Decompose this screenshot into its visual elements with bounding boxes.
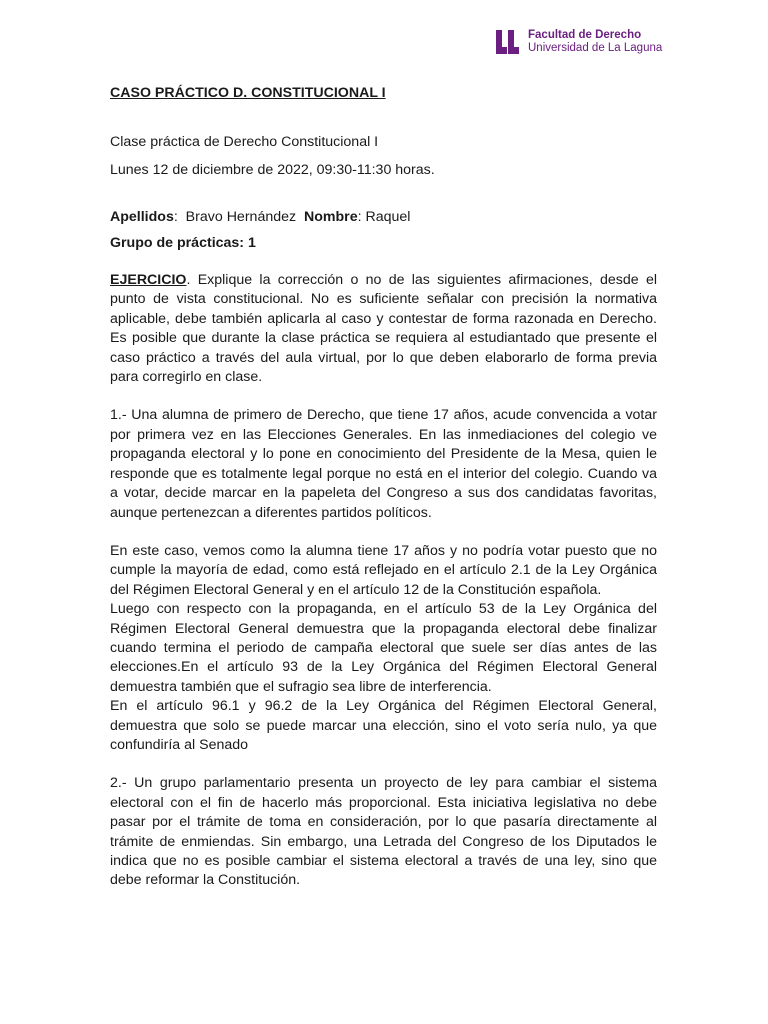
group-line: Grupo de prácticas: 1 — [110, 234, 256, 251]
question-1: 1.- Una alumna de primero de Derecho, que tiene 17 años, acude convencida a votar por primera vez en las Elecciones Generales. En las inmediaciones del colegio ve propaganda electoral y lo pone en conocimiento del Presidente de la Mesa, quien le responde que es totalmente legal porque no está en el interior del colegio. Cuando va a votar, decide marcar en la papeleta del Congreso a sus dos candidatas favoritas, aunque pertenezcan a diferentes partidos políticos. — [110, 407, 657, 521]
faculty-logo-icon — [494, 30, 520, 54]
name-label: Nombre — [303, 209, 358, 226]
ejercicio-paragraph — [110, 271, 657, 387]
surname-value: : Bravo Hernández — [173, 209, 304, 226]
answer-1-paragraph-3: En el artículo 96.1 y 96.2 de la Ley Orgánica del Régimen Electoral General, demuestra que solo se puede marcar una elección, sino el voto sería nulo, ya que confundiría al Senado — [110, 698, 657, 753]
answer-1-paragraph-1: En este caso, vemos como la alumna tiene 17 años y no podría votar puesto que no cumple la mayoría de edad, como está reflejado en el artículo 2.1 de la Ley Orgánica del Régimen Electoral General y en el artículo 12 de la Constitución española. — [110, 542, 657, 598]
document-title: CASO PRÁCTICO D. CONSTITUCIONAL I — [110, 85, 386, 101]
ejercicio-label: EJERCICIO — [110, 272, 187, 289]
logo-university-name: Universidad de La Laguna — [528, 42, 663, 54]
university-logo — [494, 29, 662, 55]
student-line — [110, 208, 657, 227]
logo-faculty-name: Facultad de Derecho — [528, 29, 642, 41]
date-line: Lunes 12 de diciembre de 2022, 09:30-11:30 horas. — [110, 161, 435, 178]
class-line: Clase práctica de Derecho Constitucional I — [110, 134, 379, 151]
document-body — [110, 84, 657, 891]
surname-label: Apellidos — [110, 209, 174, 226]
question-2: 2.- Un grupo parlamentario presenta un proyecto de ley para cambiar el sistema electoral con el fin de hacerlo más proporcional. Esta iniciativa legislativa no debe pasar por el trámite de toma en consideración, por lo que pasaría directamente al trámite de enmiendas. Sin embargo, una Letrada del Congreso de los Diputados le indica que no es posible cambiar el sistema electoral a través de una ley, sino que debe reformar la Constitución. — [110, 775, 657, 889]
answer-1-paragraph-2: Luego con respecto con la propaganda, en el artículo 53 de la Ley Orgánica del Régimen Electoral General demuestra que la propaganda electoral debe finalizar cuando termina el periodo de campaña electoral que suele ser días antes de las elecciones.En el artículo 93 de la Ley Orgánica del Régimen Electoral General demuestra también que el sufragio sea libre de interferencia. — [110, 601, 657, 695]
name-value: : Raquel — [357, 209, 411, 226]
ejercicio-text: . Explique la corrección o no de las siguientes afirmaciones, desde el punto de vista constitucional. No es suficiente señalar con precisión la normativa aplicable, debe también aplicarla al caso y contestar de forma razonada en Derecho. Es posible que durante la clase práctica se requiera al estudiantado que presente el caso práctico a través del aula virtual, por lo que deben elaborarlo de forma previa para corregirlo en clase. — [110, 272, 657, 386]
